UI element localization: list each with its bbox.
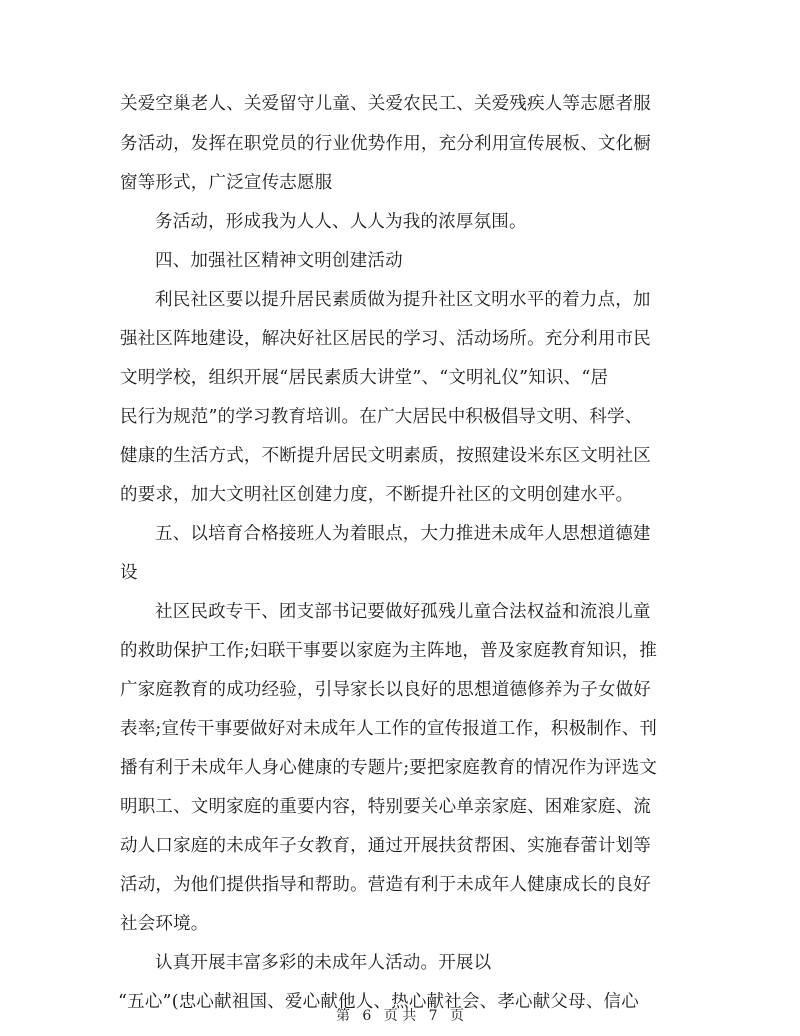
body-line: 健康的生活方式，不断提升居民文明素质，按照建设米东区文明社区 <box>120 446 651 466</box>
footer-total-pages: 7 <box>428 1008 438 1024</box>
body-line: 关爱空巢老人、关爱留守儿童、关爱农民工、关爱残疾人等志愿者服 <box>120 94 651 114</box>
footer-prefix: 第 <box>335 1008 350 1024</box>
body-line: 社区民政专干、团支部书记要做好孤残儿童合法权益和流浪儿童 <box>155 602 651 622</box>
body-line: 的救助保护工作;妇联干事要以家庭为主阵地，普及家庭教育知识，推 <box>120 641 658 661</box>
body-line: 社会环境。 <box>120 914 209 934</box>
body-line: 认真开展丰富多彩的未成年人活动。开展以 <box>155 953 492 973</box>
body-line: 播有利于未成年人身心健康的专题片;要把家庭教育的情况作为评选文 <box>120 758 658 778</box>
body-line: 的要求，加大文明社区创建力度，不断提升社区的文明创建水平。 <box>120 485 634 505</box>
body-line: 表率;宣传干事要做好对未成年人工作的宣传报道工作，积极制作、刊 <box>120 719 658 739</box>
body-line: 民行为规范”的学习教育培训。在广大居民中积极倡导文明、科学、 <box>120 407 643 427</box>
body-line: 活动，为他们提供指导和帮助。营造有利于未成年人健康成长的良好 <box>120 875 651 895</box>
page-footer <box>0 1006 800 1026</box>
section-heading-continued: 设 <box>120 563 138 583</box>
section-heading: 五、以培育合格接班人为着眼点，大力推进未成年人思想道德建 <box>155 524 651 544</box>
body-line: 广家庭教育的成功经验，引导家长以良好的思想道德修养为子女做好 <box>120 680 651 700</box>
body-line: 务活动，发挥在职党员的行业优势作用，充分利用宣传展板、文化橱 <box>120 134 651 154</box>
body-line: 窗等形式，广泛宣传志愿服 <box>120 173 333 193</box>
footer-middle: 页 共 <box>383 1008 417 1024</box>
footer-suffix: 页 <box>450 1008 465 1024</box>
body-line: 文明学校，组织开展“居民素质大讲堂”、“文明礼仪”知识、“居 <box>120 368 609 388</box>
body-line: “五心”(忠心献祖国、爱心献他人、热心献社会、孝心献父母、信心 <box>118 992 639 1012</box>
body-line: 利民社区要以提升居民素质做为提升社区文明水平的着力点，加 <box>155 290 651 310</box>
footer-page-number: 6 <box>362 1008 372 1024</box>
body-line: 务活动，形成我为人人、人人为我的浓厚氛围。 <box>155 212 527 232</box>
body-line: 明职工、文明家庭的重要内容，特别要关心单亲家庭、困难家庭、流 <box>120 797 651 817</box>
body-line: 动人口家庭的未成年子女教育，通过开展扶贫帮困、实施春蕾计划等 <box>120 836 651 856</box>
body-line: 强社区阵地建设，解决好社区居民的学习、活动场所。充分利用市民 <box>120 329 651 349</box>
section-heading: 四、加强社区精神文明创建活动 <box>155 251 403 271</box>
